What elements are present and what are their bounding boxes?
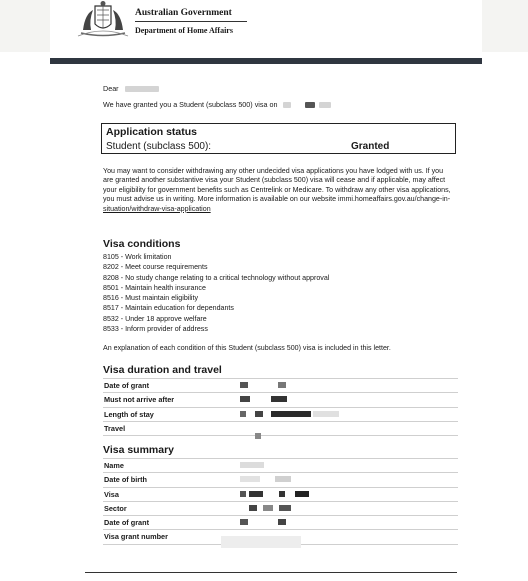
header-band <box>50 58 482 64</box>
table-row <box>103 530 458 544</box>
table-row <box>103 458 458 473</box>
table-row <box>103 408 458 422</box>
summary-heading: Visa summary <box>103 444 175 456</box>
redacted-value <box>240 476 260 482</box>
redacted-value <box>271 411 311 417</box>
row-label: Date of grant <box>104 381 149 390</box>
condition-item: 8501 - Maintain health insurance <box>103 283 206 292</box>
redacted-value <box>263 505 273 511</box>
table-row <box>103 516 458 530</box>
coat-of-arms-icon <box>75 0 131 38</box>
status-title: Application status <box>106 126 198 138</box>
redacted-value <box>279 491 285 497</box>
redacted-value <box>275 476 291 482</box>
redacted-value <box>240 411 246 417</box>
redacted-value <box>240 519 248 525</box>
condition-item: 8517 - Maintain education for dependants <box>103 304 234 313</box>
table-row <box>103 393 458 407</box>
redacted-value <box>271 396 287 402</box>
redacted-name <box>125 86 159 92</box>
redacted-value <box>313 411 339 417</box>
redacted-value <box>240 491 246 497</box>
grant-line <box>103 100 459 109</box>
status-value: Granted <box>351 141 390 152</box>
redacted-value <box>240 462 264 468</box>
condition-item: 8533 - Inform provider of address <box>103 325 208 334</box>
redacted-value <box>279 505 291 511</box>
withdrawal-paragraph <box>103 167 455 214</box>
redacted-value <box>249 505 257 511</box>
redacted-date <box>283 102 291 108</box>
grant-sentence: We have granted you a Student (subclass 500) visa on <box>103 100 278 109</box>
government-name: Australian Government <box>135 8 232 18</box>
footer-divider <box>85 572 457 573</box>
table-row <box>103 502 458 516</box>
condition-item: 8208 - No study change relating to a critical technology without approval <box>103 273 330 282</box>
redacted-date <box>305 102 315 108</box>
row-label: Visa <box>104 489 119 499</box>
redacted-value <box>255 433 261 439</box>
withdraw-link[interactable]: situation/withdraw-visa-application <box>103 204 211 213</box>
duration-table <box>103 378 458 436</box>
conditions-list <box>103 252 455 334</box>
letter-intro <box>103 84 459 109</box>
greeting: Dear <box>103 84 119 93</box>
conditions-explanation: An explanation of each condition of this Student (subclass 500) visa is included in this letter. <box>103 344 391 352</box>
redacted-date <box>319 102 331 108</box>
row-label: Length of stay <box>104 409 154 419</box>
redacted-value <box>255 411 263 417</box>
table-row <box>103 422 458 436</box>
status-label: Student (subclass 500): <box>106 141 212 152</box>
table-row <box>103 488 458 502</box>
greeting-line <box>103 84 459 93</box>
redacted-value <box>278 382 286 388</box>
application-status-box <box>101 123 456 154</box>
department-name: Department of Home Affairs <box>135 26 233 35</box>
paragraph-text: You may want to consider withdrawing any other undecided visa applications you have lodged with us. If you are granted another substantive visa your Student (subclass 500) visa will cease and if applicable, may affect your eligibility for government benefits such as Centrelink or Medicare. To withdraw any other visa applications, you must advise us in writing. More information is available on our website immi.homeaffairs.gov.au/change-in- <box>103 167 451 204</box>
row-label: Sector <box>104 503 127 513</box>
redacted-value <box>221 536 301 548</box>
redacted-value <box>249 491 263 497</box>
condition-item: 8105 - Work limitation <box>103 253 172 261</box>
conditions-heading: Visa conditions <box>103 238 181 250</box>
summary-table <box>103 458 458 545</box>
duration-heading: Visa duration and travel <box>103 364 222 376</box>
redacted-value <box>278 519 286 525</box>
letterhead-divider <box>135 21 247 22</box>
table-row <box>103 378 458 393</box>
row-label: Date of birth <box>104 475 147 485</box>
row-label: Travel <box>104 423 126 433</box>
letterhead <box>75 0 335 44</box>
condition-item: 8202 - Meet course requirements <box>103 263 208 272</box>
condition-item: 8532 - Under 18 approve welfare <box>103 314 207 323</box>
row-label: Visa grant number <box>104 532 168 542</box>
redacted-value <box>295 491 309 497</box>
condition-item: 8516 - Must maintain eligibility <box>103 294 199 303</box>
redacted-value <box>240 382 248 388</box>
row-label: Date of grant <box>104 518 149 528</box>
table-row <box>103 473 458 487</box>
row-label: Name <box>104 461 124 470</box>
row-label: Must not arrive after <box>104 395 175 405</box>
redacted-value <box>240 396 250 402</box>
